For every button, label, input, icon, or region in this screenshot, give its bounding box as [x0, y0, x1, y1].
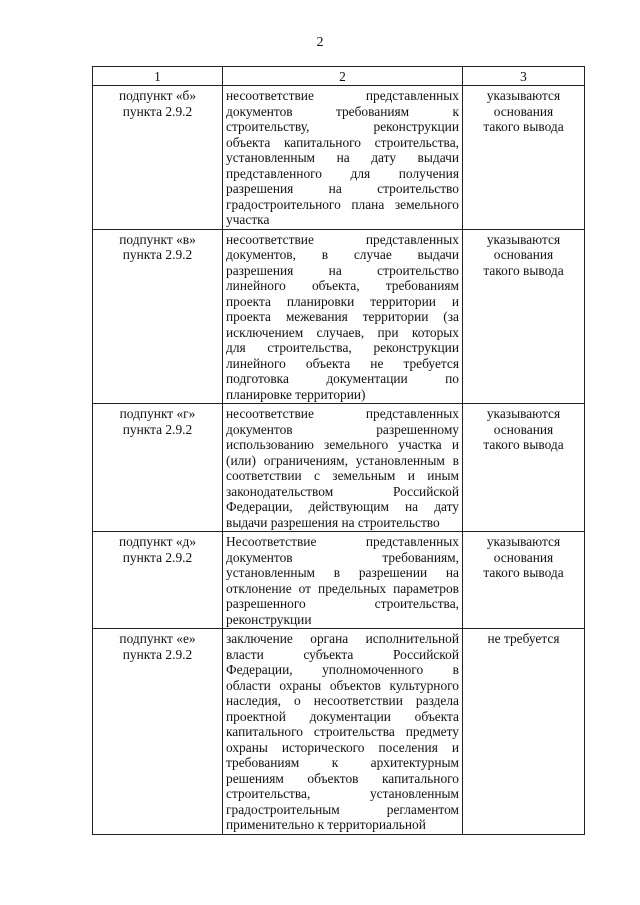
description-cell-line: законодательством Российской — [226, 483, 459, 499]
description-cell-line: власти субъекта Российской — [226, 646, 459, 662]
description-cell-line: документов, в случае выдачи — [226, 247, 459, 262]
table-row — [93, 629, 585, 835]
reason-cell-line: основания — [493, 549, 554, 565]
description-cell-line: разрешения на строительство — [226, 181, 459, 196]
description-cell-line: наследия, о несоответствии раздела — [226, 693, 459, 708]
description-cell-line: разрешения на строительство — [226, 262, 459, 278]
description-cell-line: документов разрешенному — [226, 421, 459, 437]
column-header-2: 2 — [223, 67, 463, 86]
description-cell-line: линейного объекта, требованиям — [226, 278, 459, 293]
ref-cell — [93, 404, 223, 532]
description-cell-line: реконструкции — [226, 611, 312, 627]
description-cell-line: строительства, установленным — [226, 786, 459, 801]
description-cell-line: строительству, реконструкции — [226, 119, 459, 134]
table-row — [93, 229, 585, 404]
reason-cell-line: указываются — [486, 88, 561, 103]
ref-cell-line: подпункт «г» — [119, 406, 196, 421]
description-cell-line: представленного для получения — [226, 165, 459, 181]
description-cell — [223, 86, 463, 230]
ref-cell-line: подпункт «б» — [118, 88, 197, 103]
description-cell-line: разрешенного строительства, — [226, 596, 459, 611]
reason-cell-line: основания — [493, 103, 554, 119]
description-cell — [223, 629, 463, 835]
page-number: 2 — [316, 35, 324, 50]
table-row — [93, 404, 585, 532]
description-cell-line: несоответствие представленных — [226, 88, 459, 103]
reason-cell-line: такого вывода — [483, 262, 564, 278]
reason-cell — [463, 629, 585, 835]
description-cell-line: линейного объекта не требуется — [226, 355, 459, 371]
column-header-1: 1 — [93, 67, 223, 86]
description-cell-line: (или) ограничениям, установленным в — [226, 452, 459, 468]
ref-cell-line: подпункт «в» — [119, 231, 196, 247]
refusal-grounds-table — [92, 66, 585, 835]
description-cell-line: капитального строительства предмету — [226, 724, 459, 739]
reason-cell-line: такого вывода — [483, 565, 564, 580]
description-cell-line: проектной документации объекта — [226, 708, 459, 724]
description-cell-line: градостроительным регламентом — [226, 801, 459, 817]
description-cell-line: Федерации, действующим на дату — [226, 499, 459, 514]
reason-cell-line: указываются — [486, 534, 561, 549]
description-cell-line: выдачи разрешения на строительство — [226, 514, 440, 530]
description-cell — [223, 229, 463, 404]
table-header-row — [93, 67, 585, 86]
description-cell-line: решениям объектов капитального — [226, 770, 459, 786]
description-cell-line: градостроительного плана земельного — [226, 196, 459, 212]
description-cell-line: объекта капитального строительства, — [226, 134, 459, 150]
description-cell-line: документов требованиям к — [226, 103, 459, 119]
description-cell-line: соответствии с земельным и иным — [226, 468, 459, 483]
description-cell-line: несоответствие представленных — [226, 406, 459, 421]
column-header-3: 3 — [463, 67, 585, 86]
ref-cell-line: пункта 2.9.2 — [122, 646, 193, 662]
ref-cell-line: пункта 2.9.2 — [122, 549, 193, 565]
ref-cell-line: пункта 2.9.2 — [122, 247, 193, 262]
ref-cell-line: пункта 2.9.2 — [122, 421, 193, 437]
ref-cell — [93, 629, 223, 835]
table-body — [93, 86, 585, 835]
description-cell-line: подготовка документации по — [226, 371, 459, 386]
ref-cell-line: подпункт «д» — [118, 534, 197, 549]
reason-cell — [463, 404, 585, 532]
reason-cell — [463, 532, 585, 629]
reason-cell — [463, 229, 585, 404]
description-cell-line: проекта планировки территории и — [226, 293, 459, 309]
description-cell-line: несоответствие представленных — [226, 231, 459, 247]
description-cell-line: исключением случаев, при которых — [226, 324, 459, 340]
description-cell-line: Несоответствие представленных — [226, 534, 459, 549]
description-cell-line: применительно к территориальной — [226, 817, 426, 832]
description-cell-line: охраны исторического поселения и — [226, 739, 459, 755]
reason-cell — [463, 86, 585, 230]
description-cell-line: отклонение от предельных параметров — [226, 580, 459, 596]
description-cell-line: планировке территории) — [226, 386, 366, 402]
ref-cell — [93, 532, 223, 629]
description-cell-line: заключение органа исполнительной — [226, 631, 459, 646]
reason-cell-line: основания — [493, 247, 554, 262]
table-row — [93, 86, 585, 230]
ref-cell-line: подпункт «е» — [119, 631, 196, 646]
ref-cell — [93, 86, 223, 230]
ref-cell — [93, 229, 223, 404]
description-cell-line: установленным в разрешении на — [226, 565, 459, 580]
reason-cell-line: основания — [493, 421, 554, 437]
description-cell-line: участка — [226, 212, 270, 227]
description-cell-line: установленным на дату выдачи — [226, 150, 459, 165]
description-cell-line: для строительства, реконструкции — [226, 340, 459, 355]
reason-cell-line: не требуется — [487, 631, 560, 646]
reason-cell-line: такого вывода — [483, 119, 564, 134]
description-cell — [223, 532, 463, 629]
description-cell-line: Федерации, уполномоченного в — [226, 662, 459, 677]
table-row — [93, 532, 585, 629]
ref-cell-line: пункта 2.9.2 — [122, 103, 193, 119]
description-cell — [223, 404, 463, 532]
reason-cell-line: указываются — [486, 231, 561, 247]
reason-cell-line: такого вывода — [483, 437, 564, 452]
description-cell-line: области охраны объектов культурного — [226, 677, 459, 693]
description-cell-line: использованию земельного участка и — [226, 437, 459, 452]
reason-cell-line: указываются — [486, 406, 561, 421]
description-cell-line: требованиям к архитектурным — [226, 755, 459, 770]
description-cell-line: проекта межевания территории (за — [226, 309, 459, 324]
description-cell-line: документов требованиям, — [226, 549, 459, 565]
